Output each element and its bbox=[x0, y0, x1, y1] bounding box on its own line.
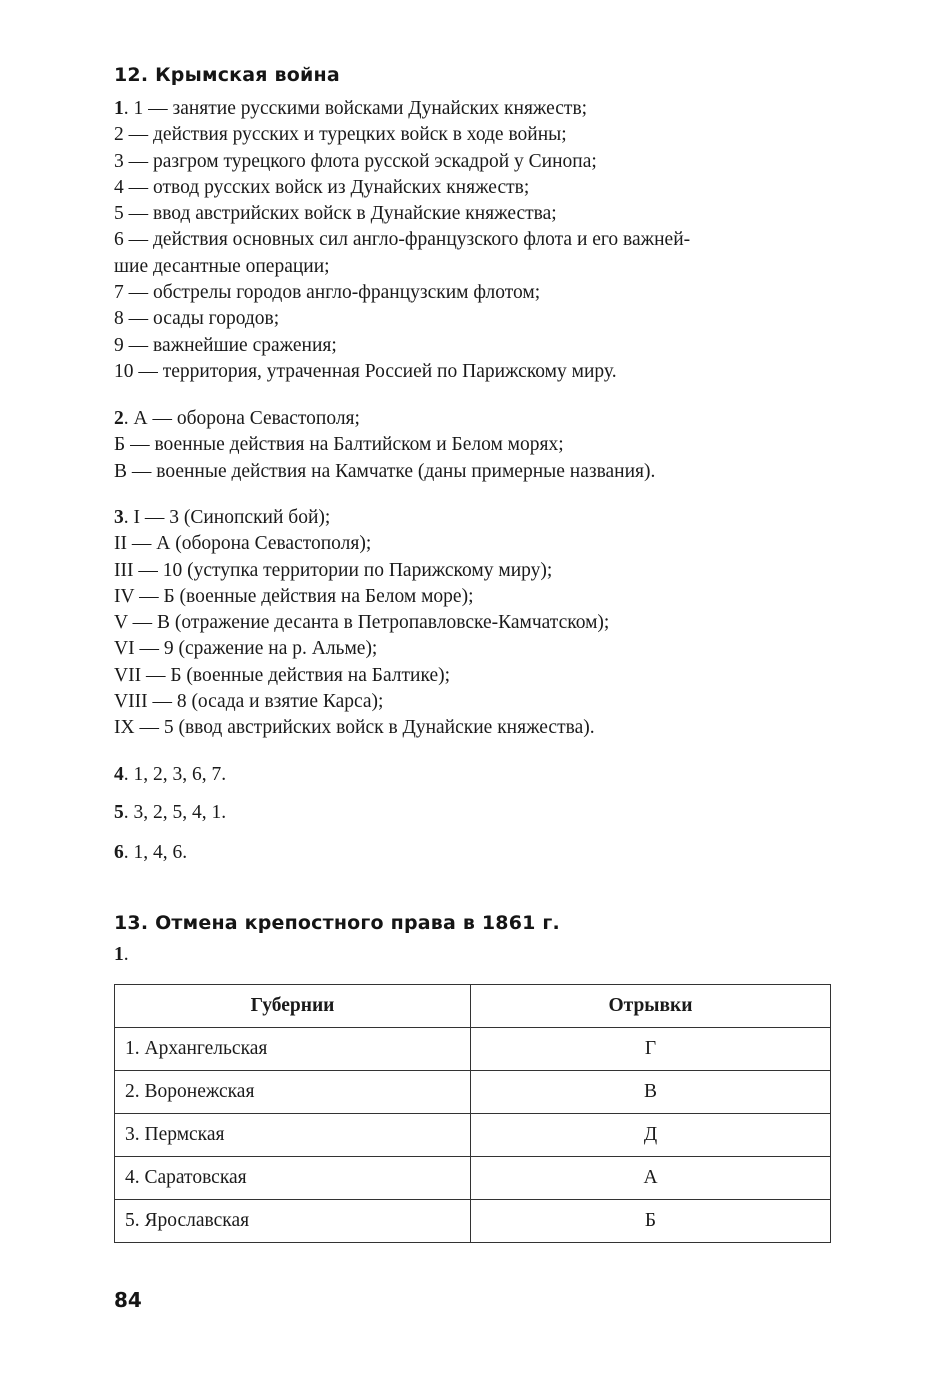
table-row bbox=[115, 1071, 831, 1114]
answer-line: Б — военные действия на Балтийском и Белом морях; bbox=[114, 434, 564, 456]
province-cell: 2. Воронежская bbox=[115, 1071, 471, 1114]
table-row bbox=[115, 1028, 831, 1071]
section-13-title: 13. Отмена крепостного права в 1861 г. bbox=[114, 912, 560, 934]
answer-line: 3 — разгром турецкого флота русской эскадрой у Синопа; bbox=[114, 150, 597, 172]
page-number: 84 bbox=[114, 1288, 142, 1312]
answer-line bbox=[114, 840, 834, 866]
answer-line: 6 — действия основных сил англо-французского флота и его важней- bbox=[114, 229, 691, 251]
provinces-table bbox=[114, 984, 831, 1243]
answer-number: 3 bbox=[114, 507, 124, 528]
province-cell: 4. Саратовская bbox=[115, 1157, 471, 1200]
answer-text: . bbox=[123, 944, 129, 965]
excerpt-cell: А bbox=[471, 1157, 831, 1200]
answer-number: 1 bbox=[114, 944, 124, 965]
province-cell: 1. Архангельская bbox=[115, 1028, 471, 1071]
table-header-row bbox=[115, 985, 831, 1028]
answer-3-block bbox=[114, 505, 834, 742]
excerpt-cell: В bbox=[471, 1071, 831, 1114]
answer-line bbox=[114, 96, 834, 122]
answer-line: 2 — действия русских и турецких войск в ходе войны; bbox=[114, 124, 567, 146]
section-13-answer-1 bbox=[114, 942, 834, 968]
answer-line: В — военные действия на Камчатке (даны примерные названия). bbox=[114, 460, 656, 482]
answer-line: 4 — отвод русских войск из Дунайских княжеств; bbox=[114, 176, 530, 198]
answer-line: III — 10 (уступка территории по Парижскому миру); bbox=[114, 559, 553, 581]
answer-line: 7 — обстрелы городов англо-французским флотом; bbox=[114, 282, 541, 304]
answer-1-block bbox=[114, 96, 834, 385]
answer-line: VII — Б (военные действия на Балтике); bbox=[114, 664, 451, 686]
answer-6-block bbox=[114, 840, 834, 866]
province-cell: 3. Пермская bbox=[115, 1114, 471, 1157]
excerpt-cell: Б bbox=[471, 1200, 831, 1243]
answer-number: 2 bbox=[114, 408, 124, 429]
answer-line: II — А (оборона Севастополя); bbox=[114, 533, 372, 555]
answer-text: . 1, 2, 3, 6, 7. bbox=[123, 764, 227, 785]
answer-line: IV — Б (военные действия на Белом море); bbox=[114, 585, 474, 607]
answer-number: 1 bbox=[114, 98, 124, 119]
table-row bbox=[115, 1200, 831, 1243]
answer-line bbox=[114, 505, 834, 531]
excerpt-cell: Г bbox=[471, 1028, 831, 1071]
table-row bbox=[115, 1157, 831, 1200]
answer-text: . I — 3 (Синопский бой); bbox=[123, 507, 331, 528]
answer-line: шие десантные операции; bbox=[114, 255, 330, 277]
answer-text: . 3, 2, 5, 4, 1. bbox=[123, 802, 227, 823]
answer-5-block bbox=[114, 800, 834, 826]
answer-number: 5 bbox=[114, 802, 124, 823]
answer-line: VI — 9 (сражение на р. Альме); bbox=[114, 638, 378, 660]
header-excerpts: Отрывки bbox=[471, 985, 831, 1028]
table-row bbox=[115, 1114, 831, 1157]
answer-line bbox=[114, 800, 834, 826]
answer-number: 6 bbox=[114, 842, 124, 863]
excerpt-cell: Д bbox=[471, 1114, 831, 1157]
answer-text: . 1, 4, 6. bbox=[123, 842, 188, 863]
answer-line: 9 — важнейшие сражения; bbox=[114, 334, 337, 356]
answer-text: . А — оборона Севастополя; bbox=[123, 408, 360, 429]
answer-line bbox=[114, 406, 834, 432]
header-provinces: Губернии bbox=[115, 985, 471, 1028]
answer-line: 8 — осады городов; bbox=[114, 308, 280, 330]
answer-line: 10 — территория, утраченная Россией по Парижскому миру. bbox=[114, 360, 617, 382]
answer-line: VIII — 8 (осада и взятие Карса); bbox=[114, 691, 384, 713]
answer-line: 5 — ввод австрийских войск в Дунайские княжества; bbox=[114, 203, 557, 225]
answer-4-block bbox=[114, 762, 834, 788]
answer-line bbox=[114, 762, 834, 788]
answer-line: IX — 5 (ввод австрийских войск в Дунайские княжества). bbox=[114, 717, 595, 739]
answer-line: V — В (отражение десанта в Петропавловске-Камчатском); bbox=[114, 612, 610, 634]
answer-text: . 1 — занятие русскими войсками Дунайских княжеств; bbox=[123, 98, 588, 119]
province-cell: 5. Ярославская bbox=[115, 1200, 471, 1243]
answer-line bbox=[114, 942, 834, 968]
section-12-title: 12. Крымская война bbox=[114, 64, 340, 86]
answer-number: 4 bbox=[114, 764, 124, 785]
answer-2-block bbox=[114, 406, 834, 485]
